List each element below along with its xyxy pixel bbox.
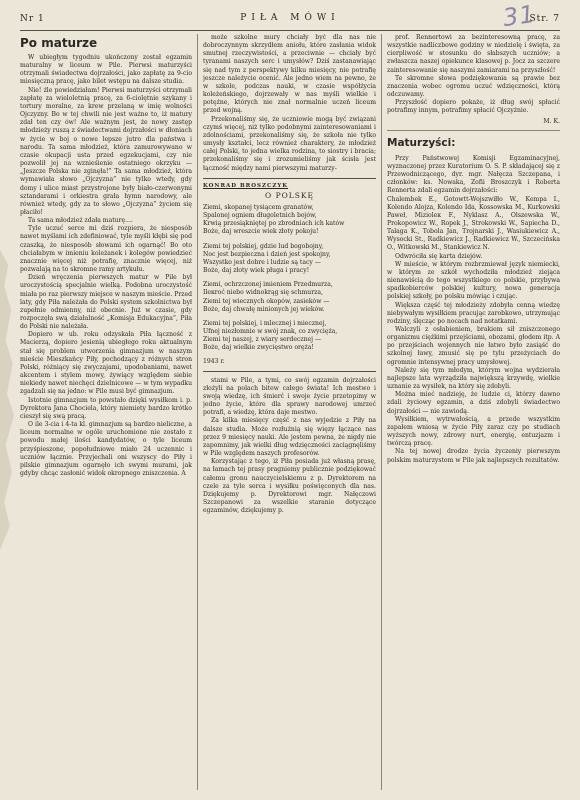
poem-stanza: [203, 320, 376, 353]
page-number: Str. 7: [529, 14, 560, 24]
paragraph: W mieście, w którym rozbrzmiewał język niemiecki, w którym ze szkół wychodziła młodzież ziejąca nienawiścią do tego wszystkiego co polskie, przybywa spadkobierców polskiej kultury, nowa generacja polskiej szkoły, po polsku mówiąc i czując.: [387, 260, 560, 301]
paragraph: Te skromne słowa podziękowania są prawie bez znaczenia wobec ogromu uczuć wdzięczności, którą odczuwamy.: [387, 74, 560, 99]
poem-line: Ufnej niezłomnie w swój znak, co zwycięża,: [203, 328, 338, 335]
poem-line: Boże, daj chwałę minionych jej wieków.: [203, 305, 325, 313]
section-divider: [387, 130, 560, 131]
page-header: [20, 0, 560, 33]
poem-line: Boże, daj złoty wiek pługa i pracy!: [203, 267, 310, 275]
paragraph: Przyszłość dopiero pokaże, iż dług swój spłacić potrafimy innym, potrafimy spłacić Ojczyźnie.: [387, 99, 560, 115]
poem-line: Krwią przesiąkniętej po zbrodniach ich katów: [203, 220, 345, 228]
paragraph: może szkolne mury chciały być dla nas nie dobroczynnym skrzydłem aniołu, które zasłania widok smutnej rzeczywistości, a przeciwnie — chciały być tyranami naszych serc i umysłów? Dziś zastanawiając się nad tym z perspektywy kilku miesięcy, nie potrafię jeszcze należycie ocenić. Ale jedno wiem na pewno, że w szkole, podczas nauki, w czasie współżycia koleżeńskiego, dojrzewały w nas myśli wielkie i potężne, których nie znał normalnie uczeń liceum przed wojną.: [203, 34, 376, 115]
column-3: [387, 34, 560, 790]
poem-line: Boże, daj wielkie zwycięstwo oręża!: [203, 344, 314, 352]
paragraph: stami w Pile, a tymi, co swój egzamin dojrzałości złożyli na polach bitew całego świata! Ich mestwo i swoją wiedzę, ich śmierć i swoje życie przetopimy w jedno życie, które dla sprawy narodowej umrzeć potrafi, a wiedzę, która daje mestwo.: [203, 376, 376, 417]
poem-stanza: [203, 281, 376, 314]
poem-stanza: [203, 243, 376, 276]
paragraph: prof. Rennertowi za bezinteresowną pracę, za wszystkie nadliczbowe godziny w niedzielę i święta, za cierpliwość w stosunku do słabszych uczniów; a zwłaszcza naszej opiekunce klasowej p. Jocz za szczere zainteresowanie się naszymi zamiarami na przyszłość!: [387, 34, 560, 74]
column-2: [203, 34, 376, 790]
poem-line: Ileкroć niebo widnokrąg się schmurza,: [203, 289, 323, 297]
poem-stanza: [203, 204, 376, 237]
poem-line: Ziemi, skopanej tysiącem granatów,: [203, 203, 314, 211]
column-divider: [381, 34, 382, 790]
graduates-list: Chalembek E., Gotowtt-Wojszwiłło W., Kempa I., Kolendo Alojza, Kolendo Ida, Kossowska M., Kurkowski Paweł, Mizioleк F., Nyklasz A., Olszewska W., Prokopowicz W., Ropek J., Strokowski W., Sapiecha D., Talaga K., Tobola Jan, Trojnarski J., Wasiukiewicz A., Wysocki St., Radkiewicz J., Radkiewicz W., Szczecińska O., Witkowski M., Stankiewicz N.: [387, 195, 560, 252]
paragraph: Za kilka miesięcy część z nas wyjedzie z Piły na dalsze studia. Może rozłużnią się więzy łączące nas przez 9 miesięcy nauki. Ale jestem pewna, że nigdy nie zapomnimy, jak wielki dług wdzięczności zaciągnęliśmy w Pile względem naszych profesorów.: [203, 417, 376, 458]
paragraph: Walczyli z osłabieniem, brakiem sił zniszczonego organizmu ciężkimi przejściami, obozami, głodem itp. A po przejściach wojennych nie łatwo było zasiąść do szkolnej ławy, zmusić się po tylu przeżyciach do ogromnie intensywnej pracy umysłowej.: [387, 326, 560, 366]
poem-line: Boże, daj wreszcie wiek złoty pokoju!: [203, 228, 319, 236]
paragraph: W ubiegłym tygodniu ukończony został egzamin maturalny w liceum w Pile. Pierwsi maturzyści otrzymali świadectwa dojrzałości, jako zapłatę za 9-cio miesięczną pracę, jako bilet wstępu na dalsze studia.: [20, 54, 192, 86]
article-headline: Po maturze: [20, 36, 98, 50]
paragraph: Odwróciła się karta dziejów.: [395, 252, 483, 260]
poem-line: Wszystko jest dobre i ludzie są tacy —: [203, 258, 321, 266]
poem-line: Ziemi tej naszej, z wiary serdecznej —: [203, 336, 322, 344]
handwritten-mark: 31: [501, 0, 538, 33]
column-divider: [197, 34, 198, 790]
poem-line: Ziemi tej polskiej, i mlecznej i miecznej,: [203, 319, 327, 327]
poem-title: O POLSKĘ: [265, 190, 314, 200]
article-signature: M. K.: [543, 117, 560, 125]
paragraph: Wysiłkiem, wytrwałością, a przede wszystkim zapałem wniosą w życie Piły zaraz czy po studiach wyższych nowy, zdrowy nurt, energię, entuzjazm i twórczą pracę.: [387, 415, 560, 448]
paragraph: Dzień wręczenia pierwszych matur w Pile był uroczystością specjalnie wielką. Podobna uroczystość miała po raz pierwszy miejsce w naszym mieście. Przed laty, gdy Piła należała do Polski system szkolnictwa był zupełnie odmienny, niż obecnie. Już w czasie, gdy rozpoczęła swą działalność „Komisja Edukacyjna”, Piła do Polski nie należała.: [20, 274, 192, 331]
poem: [203, 178, 376, 372]
poem-line: Ziemi tej polskiej, gdzie lud bogobojny,: [203, 242, 324, 250]
poem-author: KONRAD BROSZCZYK: [203, 182, 289, 189]
paragraph: O ile 3-cia i 4-ta kl. gimnazjum są bardzo nieliczne, a liceum normalne w ogóle uruchomione nie zostało z powodu małej ilości kandydatów, o tyle liceum przyśpieszone, popołudniowe miało 24 uczennic i uczniów łącznie. Przyjechali oni wszyscy do Piły i pilskie gimnazjum ogarnęło ich swymi murami, jak gdyby chcąc zasłonić widok okropnego zniszczenia. A: [20, 421, 192, 477]
paragraph: Na tej nowej drodze życia życzeniy pierwszym polskim maturzystom w Pile jak najlepszych rezultatów.: [387, 448, 560, 464]
poem-date: 1943 r.: [203, 358, 225, 366]
paragraph: Tyle uczuć serce mi dziś rozpiera, że niesposób nawet myślami ich zdefiniować, tyle myśli kłębi się pod czaszką, że niesposób słowami ich ogarnąć! Bo oto chciałabym w imieniu koleżanek i kolegów powiedzieć znacznie więcej niż potrafię, znacznie więcej, niż pozwalają na to skromne ramy artykułu.: [20, 225, 192, 274]
paragraph: Ta sama młodzież zdała maturę....: [28, 217, 133, 225]
newspaper-title: PIŁA MÓWI: [240, 13, 340, 23]
paragraph: Nie! źle powiedziałam! Pierwsi maturzyści otrzymali zapłatę za wieloletnią pracę, za 6-ciolętnie szykany i tortury moralne, za krew przelaną w imię wolności Ojczyzny. Bo w tej chwili nie jest ważne to, iż matury zdał ten czy ów! Ale ważnym jest, że nowy zastęp młodzieży ruszą z świadectwami dojrzałości w dłoniach w życie w boj o nowe lepsze jutro dla państwa i narodu. Ta sama młodzież, która zamurowywano w czasie okupacji usta przed egzekucjami, czy nie pozwolił jej na wznieśienie ostatniego okrzyku — „Jeszcze Polska nie zginęła!” Ta sama młodzież, która wymawiała słowo „Ojczyzna” nie tylko wtedy, gdy domy i ulice miast przystrojone były biało-czerwonymi sztandarami i orkiestra grała hymn narodowy, ale również wtedy, gdy za to słowo „Ojczyzna” życiem się płaciło!: [20, 86, 192, 216]
paragraph: Można mieć nadzieję, że ludzie ci, którzy dawno zdali życiowy egzamin, a dziś zdobyli świadectwo dojrzałości — nie zawiodą.: [387, 391, 560, 415]
poem-line: Ziemi tej wieсznych okopów, zasieków —: [203, 297, 330, 305]
paragraph: Przekonaliśmy się, że uczniowie mogą być związani czymś więcej, niż tylko podobnymi zainteresowaniami i zdolnościami, przekonaliśmy się, że szkoła nie tylko umysły kształci, lecz również charaktery, że młodzież całej Polski, to jedna wielka rodzina, to siostry i bracia; przekonaliśmy się i zrozumieliśmy jak ścisła jest łączność między nami pierwszymi maturzy-: [203, 115, 376, 172]
paragraph: Istotnie gimnazjum to powstało dzięki wysiłkom i. p. Dyrektora Jana Chociela, który niemiety bardzo krótko cieszył się swą pracą.: [20, 396, 192, 420]
paragraph: Dopiero w ub. roku odzyskała Piła łączność z Macierzą, dopiero jesienią ubiegłego roku aktualnym stał się problem utworzenia gimnazjum w naszym mieście Mieszkańcy Piły, pochodzący z różnych stron Polski, różniący się zwyczajami, upodobaniami, nawet akcentem i stylem mowy, żywiący względem siebie niekiedy nawet niechęci dzielnicowe — w tym wypadku zgadzali się na jedno: w Pile musi być gimnazjum.: [20, 331, 192, 396]
paragraph: Należy się tym młodym, którym wojna wydzierała najlepsze lata wyrządziła największą krzywdę, wielkie uznanie za wysiłek, na który się zdobyli.: [387, 366, 560, 391]
section-headline: Maturzyści:: [387, 136, 456, 149]
paragraph: Większa część tej młodzieży zdobyła cenną wiedzę niebywałym wysiłkiem pracując zarobkowo, utrzymując rodziny, ślęcząc po nocach nad notatkami.: [387, 301, 560, 325]
paragraph: Przy Państwowej Komisji Egzaminacyjnej, wyznaczonej przez Kuratorium O. S. P. składającej się z Przewodniczącego, dyr. mgr. Nałęcza Szczepana, i członków: ks. Nowaka, Zofii Broszczyk i Roberta Rennerta zdali egzamin dojrzałości:: [387, 154, 560, 195]
paragraph: Korzystając z tego, iż Piła posiada już własną prasę, na łamach tej prasy pragniemy publicznie podziękować całemu gronu nauczycielskiemu z p. Dyrektorem na czele za tyle serca i wysiłku poświęconych dla nas. Dziękujemy p. Dyrektorowi mgr. Nałęczowi Szczepanowi za wszelkie staranie dotyczące egzaminów, dziękujemy p.: [203, 458, 376, 515]
poem-line: Ziemi, ochrzczonej imieniem Przedmurza,: [203, 281, 333, 289]
poem-line: Noc jest bezpieczna i dzień jest spokojny,: [203, 250, 331, 258]
torn-edge: [0, 250, 14, 550]
column-1: [20, 34, 192, 790]
poem-line: Spalonej ogniem długoletnich bojów,: [203, 212, 317, 220]
issue-number: Nr 1: [20, 14, 45, 24]
